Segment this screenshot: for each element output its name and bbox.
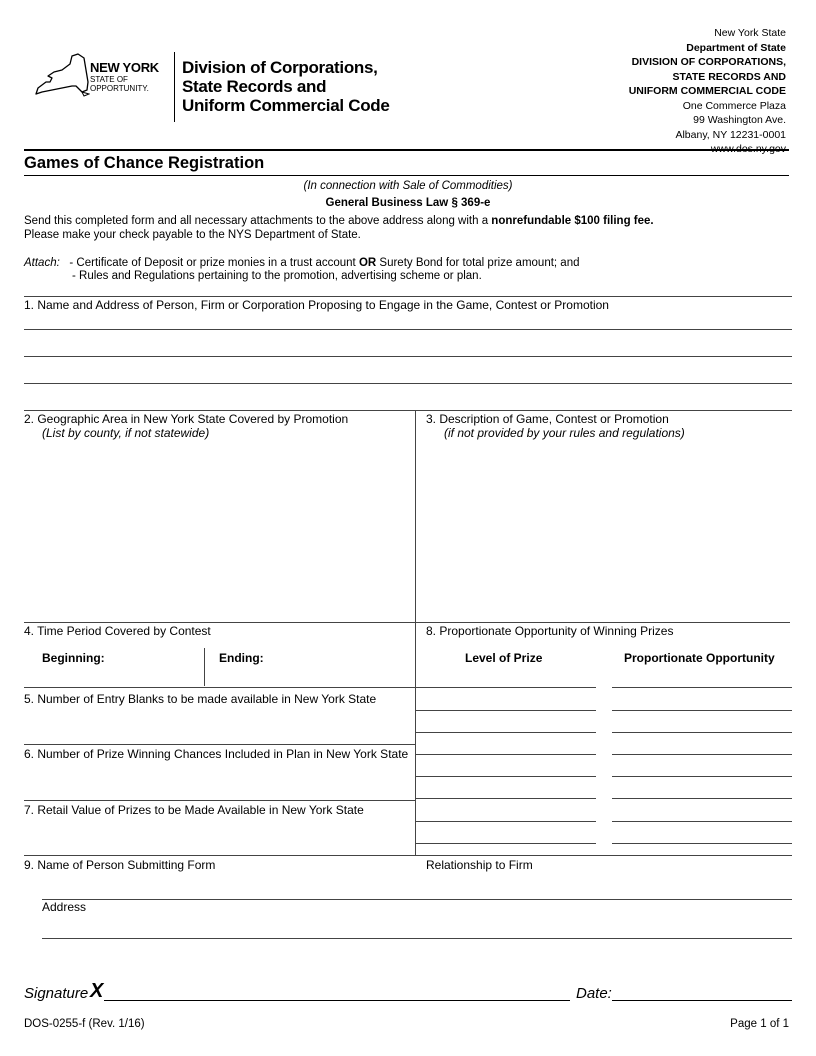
opportunity-line[interactable] [612,798,792,799]
section23-bottom-rule [24,622,790,623]
section1-line2[interactable] [24,356,792,357]
date-line[interactable] [612,1000,792,1001]
section1-line3[interactable] [24,383,792,384]
proportionate-opportunity-header: Proportionate Opportunity [624,651,775,665]
section6-input[interactable] [24,764,412,798]
attach-item1-suffix: Surety Bond for total prize amount; and [376,257,580,269]
title-rule [24,175,789,176]
address-division-line2: STATE RECORDS AND [672,70,786,83]
section3-label: 3. Description of Game, Contest or Promotion [426,412,669,426]
beginning-date-field[interactable] [108,646,202,682]
ending-date-field[interactable] [268,646,412,682]
section3-note: (if not provided by your rules and regulations) [444,426,685,440]
prize-level-line[interactable] [416,821,596,822]
section2-label: 2. Geographic Area in New York State Covered by Promotion [24,412,349,426]
prize-level-line[interactable] [416,798,596,799]
attach-label: Attach: [24,257,60,269]
section3-input-area[interactable] [420,445,790,620]
logo-brand-title: NEW YORK [90,60,159,75]
opportunity-line[interactable] [612,687,792,688]
submitter-address-field[interactable] [42,914,790,936]
section5-bottom-rule [24,744,416,745]
prize-level-line[interactable] [416,776,596,777]
filing-fee-notice: nonrefundable $100 filing fee. [491,215,654,227]
prize-level-line[interactable] [416,732,596,733]
instructions-line1 [24,215,654,227]
section1-line1[interactable] [24,329,792,330]
prize-level-line[interactable] [416,754,596,755]
section6-bottom-rule [24,800,416,801]
signature-x-mark: X [90,980,104,1002]
attach-item1-prefix: - Certificate of Deposit or prize monies in a trust account [69,257,359,269]
new-york-state-map-icon [32,52,90,98]
section-grid-bottom-rule [24,855,792,856]
address-state: New York State [714,27,786,39]
section9-label: 9. Name of Person Submitting Form [24,858,216,872]
opportunity-line[interactable] [612,732,792,733]
section7-input[interactable] [24,820,412,853]
address-label: Address [42,900,87,914]
section4-bottom-rule [24,687,416,688]
attach-item2: - Rules and Regulations pertaining to the promotion, advertising scheme or plan. [72,270,482,282]
page-title: Games of Chance Registration [24,154,265,172]
section5-label: 5. Number of Entry Blanks to be made available in New York State [24,692,377,706]
address-street1: One Commerce Plaza [682,99,786,112]
section1-bottom-rule [24,410,792,411]
prize-level-line[interactable] [416,687,596,688]
signature-line[interactable] [104,1000,570,1001]
section2-input-area[interactable] [24,445,412,620]
law-citation: General Business Law § 369-e [325,197,491,209]
section7-label: 7. Retail Value of Prizes to be Made Available in New York State [24,803,364,817]
level-of-prize-header: Level of Prize [465,651,543,665]
section5-input[interactable] [24,708,412,742]
page-number: Page 1 of 1 [730,1018,789,1030]
form-number: DOS-0255-f (Rev. 1/16) [24,1018,145,1030]
relationship-to-firm-label: Relationship to Firm [426,858,533,872]
section2-note: (List by county, if not statewide) [42,426,210,440]
attach-item1-or: OR [358,257,377,269]
address-division-line1: DIVISION OF CORPORATIONS, [631,56,786,68]
division-title-line1: Division of Corporations, [182,58,378,77]
form-subtitle: (In connection with Sale of Commodities) [303,180,513,192]
address-street2: 99 Washington Ave. [693,114,786,126]
ending-date-label: Ending: [219,651,264,665]
section1-top-rule [24,296,792,297]
opportunity-line[interactable] [612,710,792,711]
section4-divider [204,648,205,686]
section4-label: 4. Time Period Covered by Contest [24,624,211,638]
beginning-date-label: Beginning: [42,651,105,665]
opportunity-line[interactable] [612,754,792,755]
center-divider [415,410,416,856]
date-label: Date: [576,985,612,1002]
section9-address-line [42,938,792,939]
prize-level-line[interactable] [416,710,596,711]
submitter-name-field[interactable] [42,873,412,897]
section8-label: 8. Proportionate Opportunity of Winning Prizes [426,624,674,638]
signature-label: Signature [24,985,89,1002]
address-website: www.dos.ny.gov [710,143,786,155]
section9-name-line [42,899,792,900]
opportunity-line[interactable] [612,821,792,822]
address-city: Albany, NY 12231-0001 [675,128,786,141]
logo-brand-line2: STATE OF [90,75,128,84]
address-division-line3: UNIFORM COMMERCIAL CODE [628,85,786,97]
section1-label: 1. Name and Address of Person, Firm or Corporation Proposing to Engage in the Game, Contest or Promotion [24,298,609,312]
agency-address-block [629,26,786,157]
address-department: Department of State [686,41,786,54]
instructions-text: Send this completed form and all necessary attachments to the above address along with a [24,215,492,227]
instructions-line2: Please make your check payable to the NYS Department of State. [24,229,361,241]
logo-brand-line3: OPPORTUNITY. [90,84,149,93]
relationship-field[interactable] [426,873,790,897]
attach-line1 [24,257,580,269]
prize-level-line[interactable] [416,843,596,844]
division-title-line3: Uniform Commercial Code [182,96,390,115]
header-rule [24,149,789,151]
opportunity-line[interactable] [612,776,792,777]
section6-label: 6. Number of Prize Winning Chances Included in Plan in New York State [24,747,409,761]
logo-divider [174,52,175,122]
opportunity-line[interactable] [612,843,792,844]
division-title-line2: State Records and [182,77,327,96]
